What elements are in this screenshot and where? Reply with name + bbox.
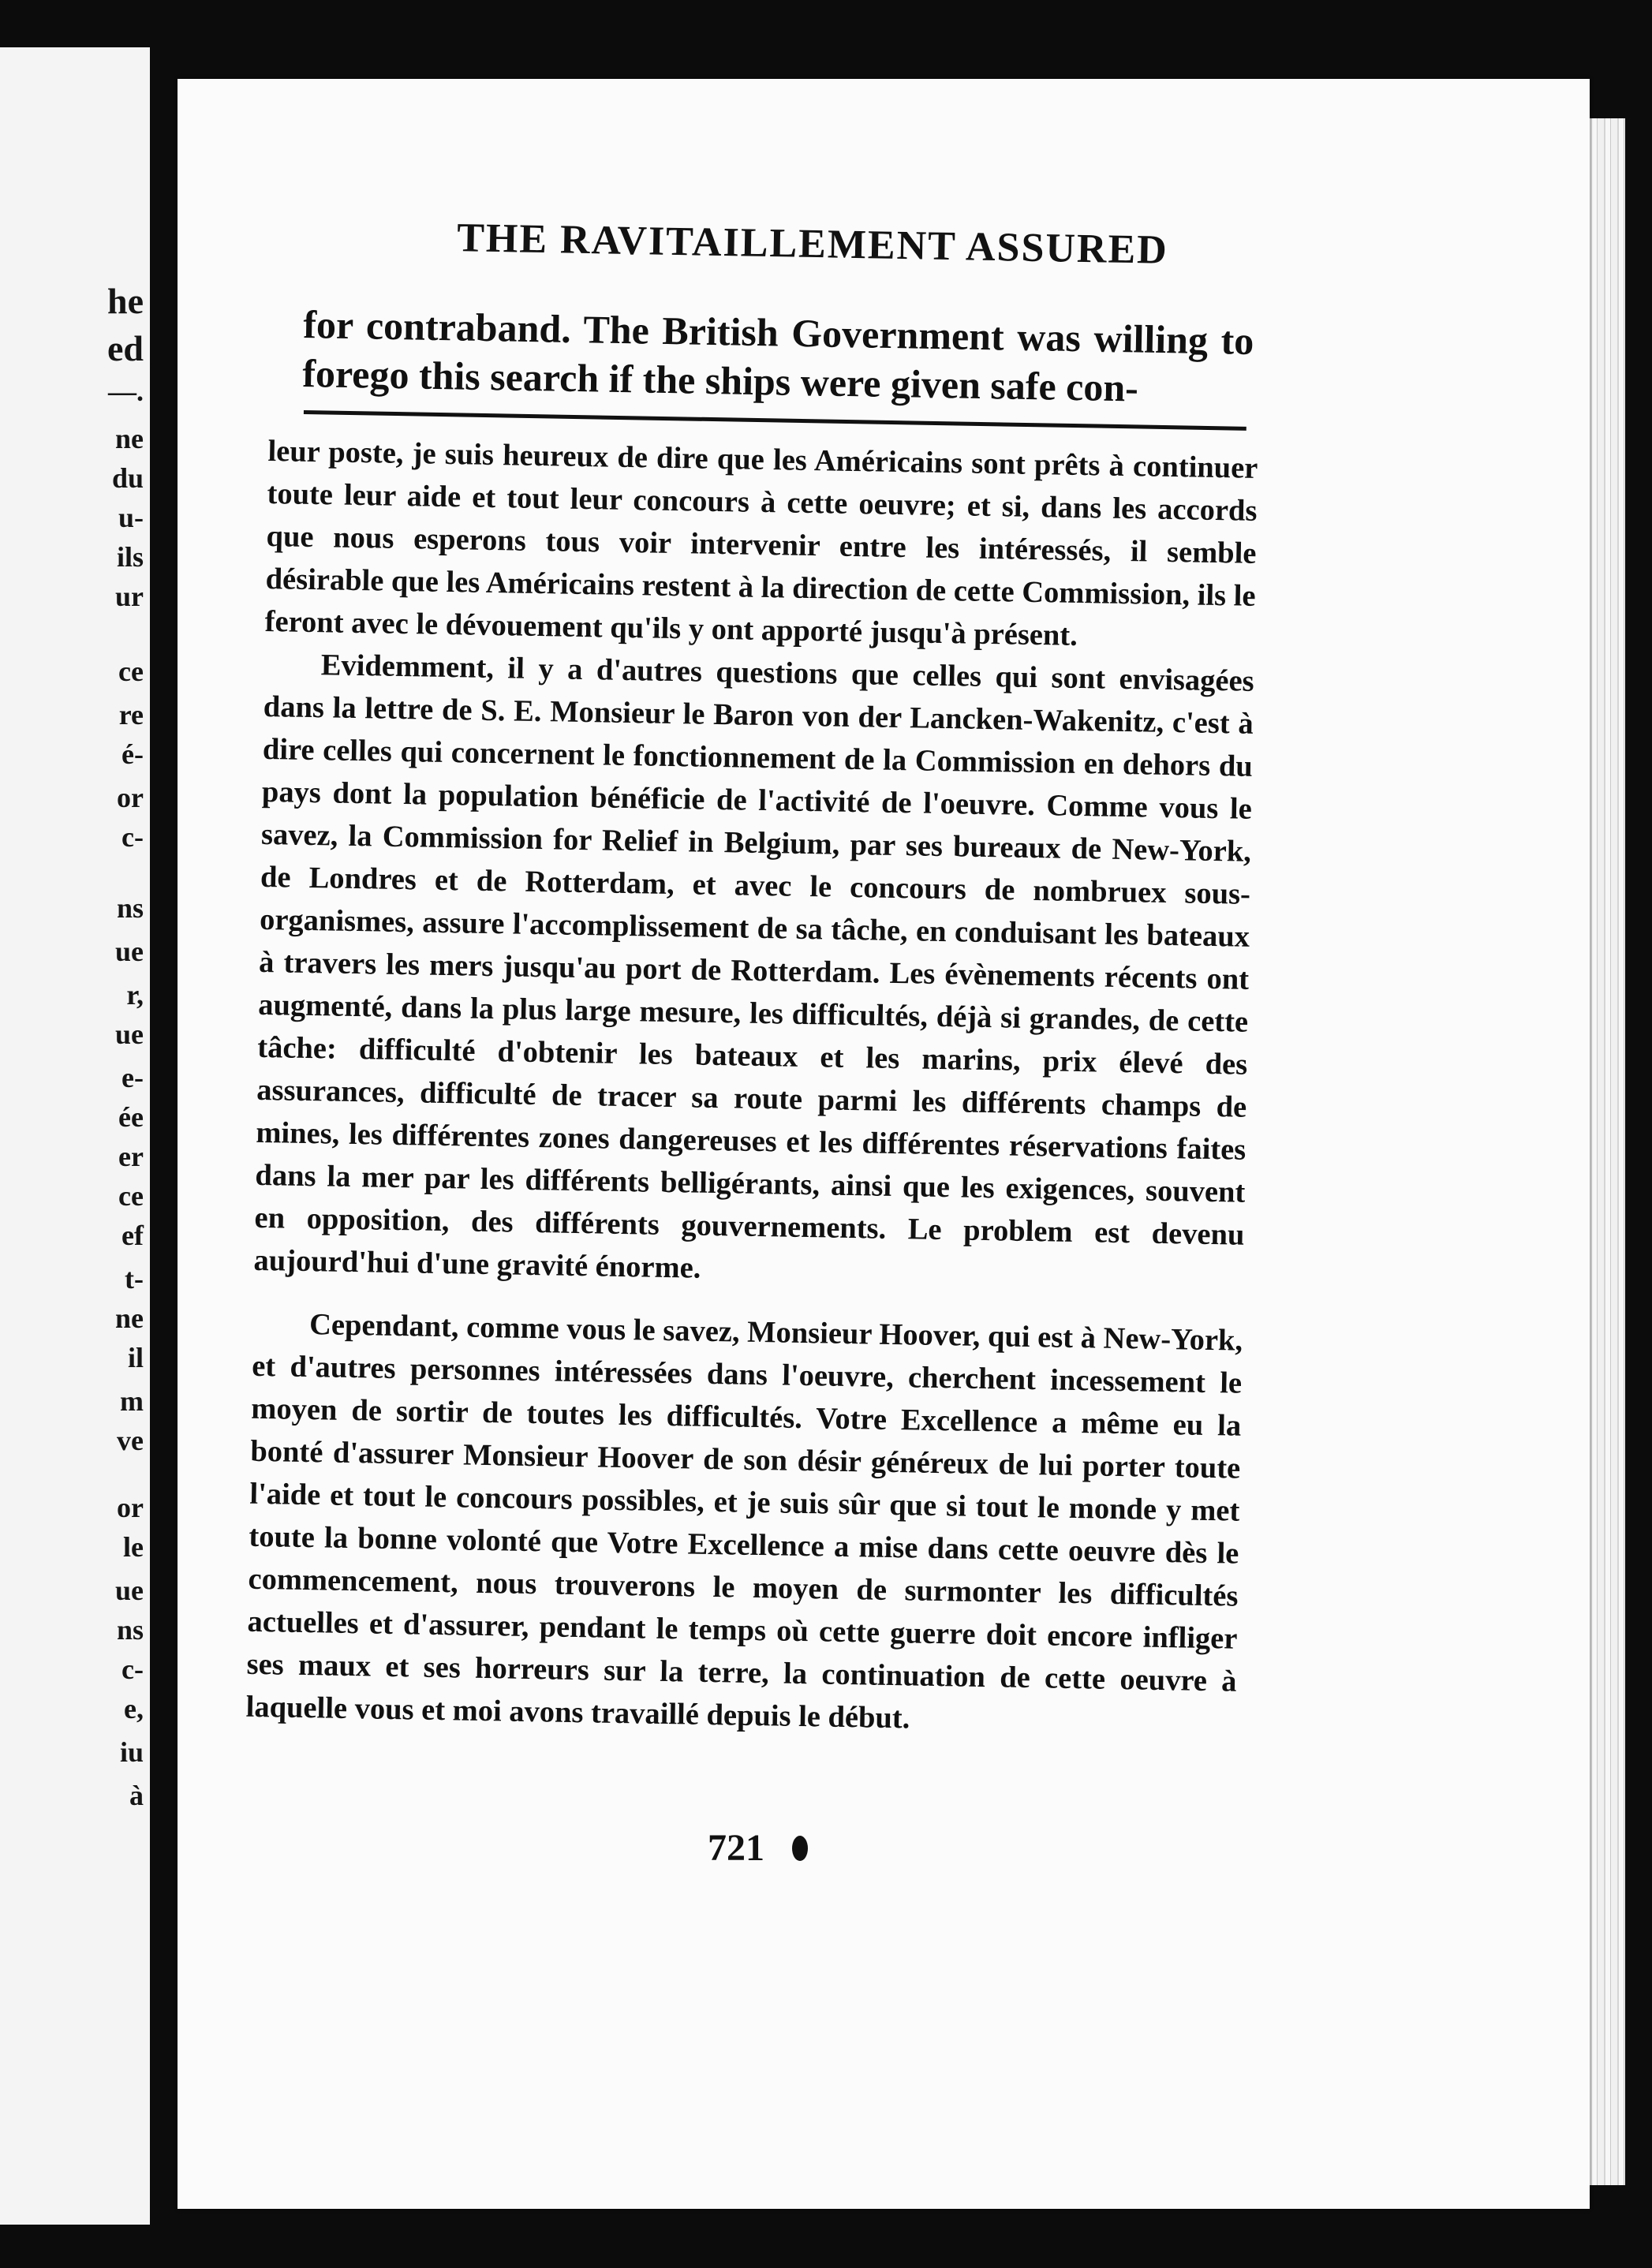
french-paragraph-2: Evidemment, il y a d'autres questions que celles qui sont envisagées dans la lettre de S. E. Monsieur le Baron von der Lancken-Wakenitz, c'est à dire celles qui concernent le fonctionnement de la Commission en dehors du pays dont la population bénéficie de l'activité de l'oeuvre. Comme vous le savez, la Commission for Relief in Belgium, par ses bureaux de New-York, de Londres et de Rotterdam, et avec le concours de nombruex sous-organismes, assure l'accomplissement de sa tâche, en conduisant les bateaux à travers les mers jusqu'au port de Rotterdam. Les évènements récents ont augmenté, dans la plus large mesure, les difficultés, déjà si grandes, de cette tâche: difficulté d'obtenir les bateaux et les marins, prix élevé des assurances, difficulté de tracer sa route parmi les différents champs de mines, les différentes zones dangereuses et les différentes réservations faites dans la mer par les différents belligérants, ainsi que les exigences, souvent en opposition, des différents gouvernements. Le problem est devenu aujourd'hui d'une gravité énorme.	[253, 648, 1254, 1285]
facing-page-fragment: ue	[115, 936, 144, 967]
facing-page-fragment: er	[118, 1141, 144, 1172]
facing-page-fragment: il	[127, 1342, 144, 1373]
facing-page-fragment: ils	[116, 541, 144, 573]
facing-page-fragment: iu	[119, 1736, 144, 1768]
facing-page-fragment: u-	[118, 502, 144, 533]
french-letter-block	[245, 430, 1258, 1746]
facing-page-fragment: ns	[116, 892, 144, 924]
facing-page-fragment: ns	[116, 1614, 144, 1646]
facing-page-fragment: re	[118, 699, 144, 730]
facing-page-fragment: ve	[117, 1425, 144, 1456]
running-head: THE RAVITAILLEMENT ASSURED	[456, 215, 1169, 273]
facing-page-fragment: ed	[107, 328, 144, 368]
facing-page-edge	[0, 47, 150, 2225]
facing-page-fragment: ur	[115, 581, 144, 612]
facing-page-fragment: ce	[118, 1180, 144, 1212]
facing-page-fragment: c-	[121, 1653, 144, 1685]
facing-page-fragment: e,	[124, 1693, 144, 1724]
facing-page-fragment: ne	[115, 1302, 144, 1334]
facing-page-fragment: or	[117, 1492, 144, 1523]
french-paragraph-3: Cependant, comme vous le savez, Monsieur Hoover, qui est à New-York, et d'autres personnes intéressées dans l'oeuvre, cherchent incessement le moyen de sortir de toutes les difficultés. Votre Excellence a même eu la bonté d'assurer Monsieur Hoover de son désir généreux de lui porter toute l'aide et tout le concours possibles, et je suis sûr que si tout le monde y met toute la bonne volonté que Votre Excellence a mise dans cette oeuvre dès le commencement, nous trouverons le moyen de surmonter les difficultés actuelles et d'assurer, pendant le temps où cette guerre doit encore infliger ses maux et ses horreurs sur la terre, la continuation de cette oeuvre à laquelle vous et moi avons travaillé depuis le début.	[245, 1308, 1243, 1736]
facing-page-fragment: or	[117, 782, 144, 813]
facing-page-fragment: c-	[121, 821, 144, 853]
facing-page-fragment: e-	[121, 1062, 144, 1093]
facing-page-fragment: ce	[118, 656, 144, 687]
facing-page-fragment: ef	[121, 1220, 144, 1251]
page-number: 721	[708, 1827, 764, 1869]
facing-page-fragment: r,	[126, 979, 144, 1011]
facing-page-fragment: ne	[115, 423, 144, 454]
facing-page-fragment: ée	[118, 1101, 144, 1133]
facing-page-fragment: t-	[125, 1263, 144, 1295]
facing-page-fragment: ue	[115, 1018, 144, 1050]
facing-page-fragment: m	[120, 1385, 144, 1417]
ink-dot-mark	[792, 1836, 808, 1861]
english-body-text: for contraband. The British Government was willing to forego this search if the ships were given safe con-	[301, 301, 1254, 410]
french-paragraph-1: leur poste, je suis heureux de dire que les Américains sont prêts à continuer toute leur aide et tout leur concours à cette oeuvre; et si, dans les accords que nous esperons tous voir intervenir entre les intéressés, il semble désirable que les Américains restent à la direction de cette Commission, ils le feront avec le dévouement qu'ils y ont apporté jusqu'à présent.	[264, 434, 1258, 652]
facing-page-fragment: é-	[121, 738, 144, 770]
facing-page-fragment: à	[129, 1780, 144, 1811]
facing-page-fragment: ue	[115, 1575, 144, 1606]
facing-page-fragment: du	[111, 462, 144, 494]
facing-page-fragment: le	[123, 1531, 144, 1563]
facing-page-fragment: —.	[108, 376, 144, 407]
facing-page-fragment: he	[107, 281, 144, 321]
